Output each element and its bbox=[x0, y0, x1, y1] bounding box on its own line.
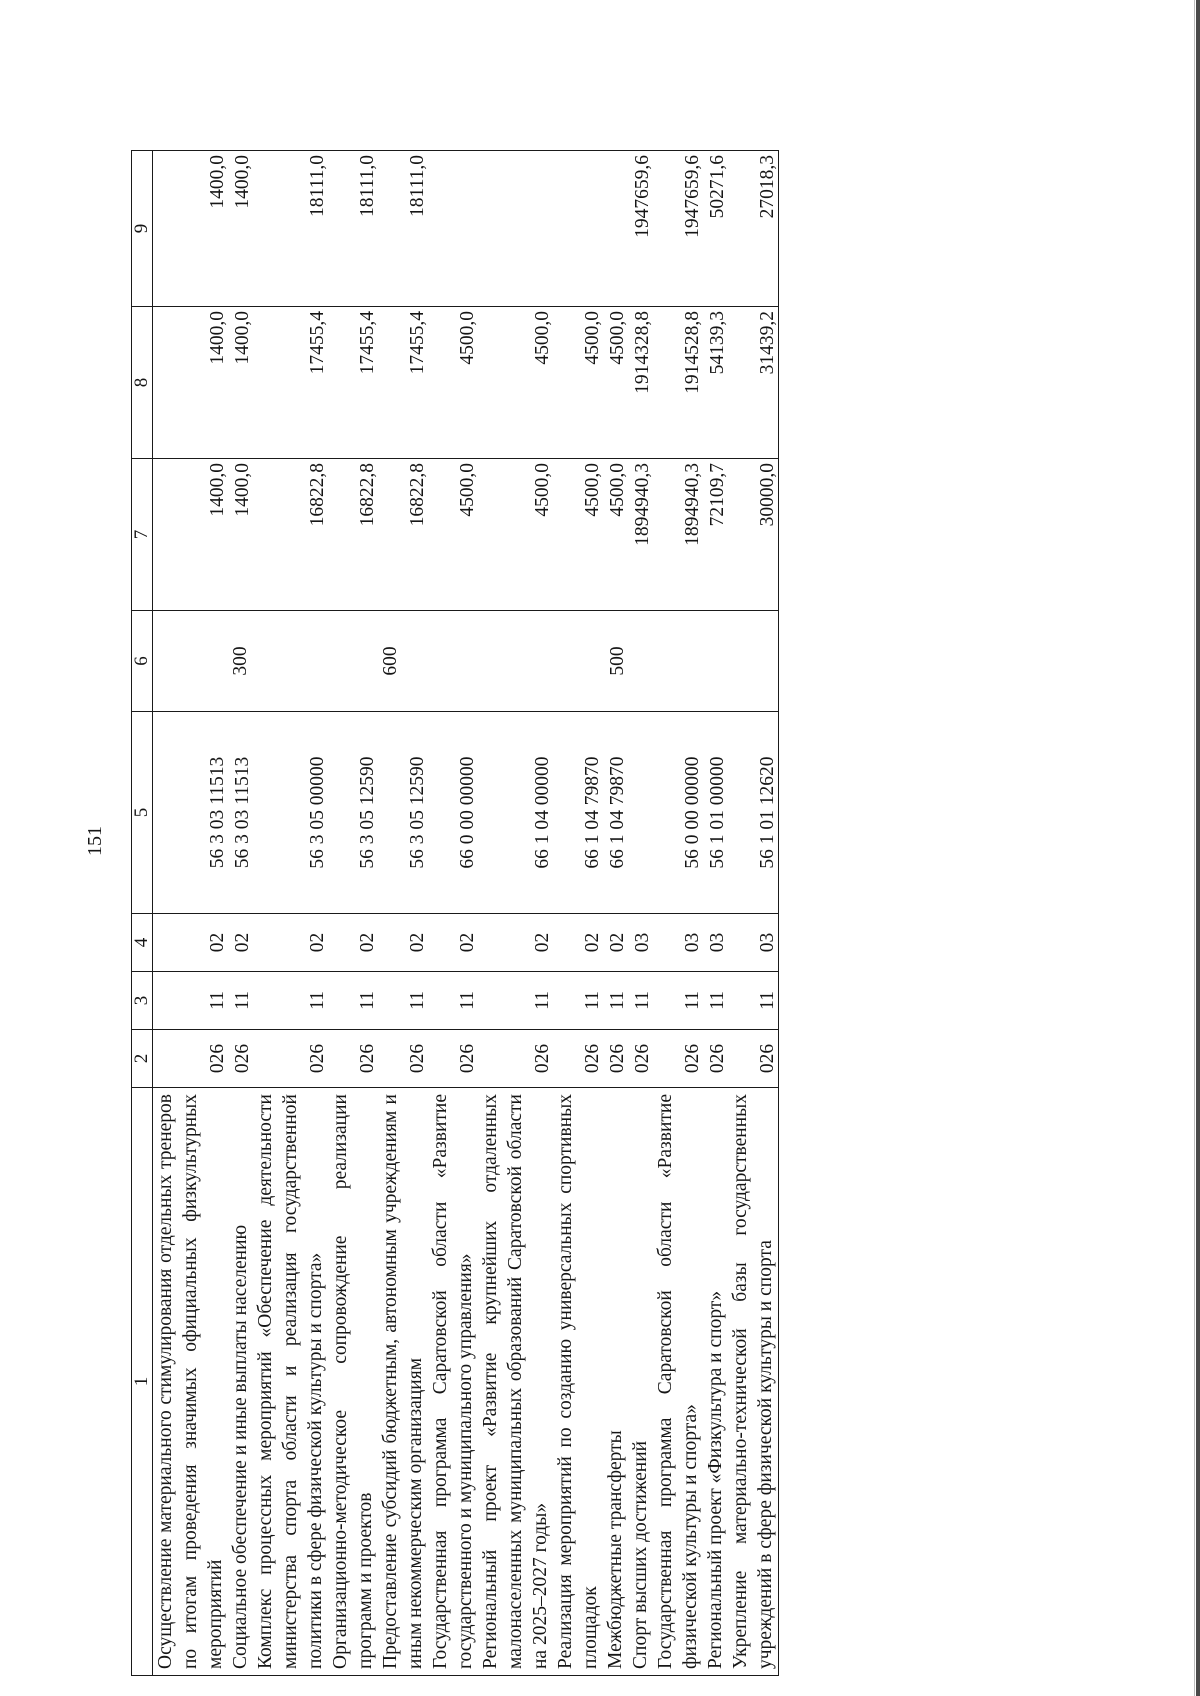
cell-c8: 4500,0 bbox=[478, 307, 553, 459]
header-cell: 9 bbox=[132, 151, 153, 307]
cell-c3: 11 bbox=[703, 972, 728, 1030]
cell-c7: 4500,0 bbox=[553, 459, 603, 611]
cell-c3: 11 bbox=[728, 972, 779, 1030]
cell-c2: 026 bbox=[653, 1030, 703, 1088]
cell-c6: 500 bbox=[603, 611, 628, 712]
cell-c5: 56 3 05 00000 bbox=[253, 712, 328, 914]
row-name: Реализация мероприятий по созданию универсальных спортивных площадок bbox=[553, 1088, 603, 1676]
cell-c3: 11 bbox=[428, 972, 478, 1030]
row-name: Региональный проект «Развитие крупнейших отдаленных малонаселенных муниципальных образований Саратовской области на 2025–2027 годы» bbox=[478, 1088, 553, 1676]
cell-c8: 17455,4 bbox=[328, 307, 378, 459]
cell-c7: 1894940,3 bbox=[653, 459, 703, 611]
table-row bbox=[378, 151, 428, 1676]
table-row bbox=[153, 151, 229, 1676]
table-row bbox=[478, 151, 553, 1676]
cell-c5: 66 0 00 00000 bbox=[428, 712, 478, 914]
cell-c4: 02 bbox=[228, 914, 253, 972]
cell-c7: 1894940,3 bbox=[628, 459, 653, 611]
cell-c4: 02 bbox=[378, 914, 428, 972]
cell-c7: 16822,8 bbox=[378, 459, 428, 611]
cell-c8: 1400,0 bbox=[228, 307, 253, 459]
cell-c4: 03 bbox=[628, 914, 653, 972]
cell-c4: 02 bbox=[603, 914, 628, 972]
cell-c6 bbox=[428, 611, 478, 712]
table-row bbox=[653, 151, 703, 1676]
cell-c3: 11 bbox=[478, 972, 553, 1030]
cell-c5: 66 1 04 00000 bbox=[478, 712, 553, 914]
header-cell: 3 bbox=[132, 972, 153, 1030]
cell-c3: 11 bbox=[328, 972, 378, 1030]
cell-c9: 1947659,6 bbox=[628, 151, 653, 307]
cell-c8: 54139,3 bbox=[703, 307, 728, 459]
cell-c2: 026 bbox=[228, 1030, 253, 1088]
cell-c2: 026 bbox=[153, 1030, 229, 1088]
header-cell: 5 bbox=[132, 712, 153, 914]
cell-c8: 4500,0 bbox=[428, 307, 478, 459]
row-name: Государственная программа Саратовской области «Развитие государственного и муниципального управления» bbox=[428, 1088, 478, 1676]
cell-c6 bbox=[478, 611, 553, 712]
table-row bbox=[603, 151, 628, 1676]
table-row bbox=[628, 151, 653, 1676]
row-name: Укрепление материально-технической базы государственных учреждений в сфере физической культуры и спорта bbox=[728, 1088, 779, 1676]
cell-c9 bbox=[478, 151, 553, 307]
row-name: Региональный проект «Физкультура и спорт» bbox=[703, 1088, 728, 1676]
cell-c4: 03 bbox=[728, 914, 779, 972]
cell-c8: 4500,0 bbox=[553, 307, 603, 459]
cell-c2: 026 bbox=[728, 1030, 779, 1088]
row-name: Комплекс процессных мероприятий «Обеспечение деятельности министерства спорта области и реализация государственной политики в сфере физической культуры и спорта» bbox=[253, 1088, 328, 1676]
table-row bbox=[728, 151, 779, 1676]
cell-c3: 11 bbox=[553, 972, 603, 1030]
page-number: 151 bbox=[84, 826, 106, 856]
table-row bbox=[703, 151, 728, 1676]
cell-c7: 4500,0 bbox=[428, 459, 478, 611]
cell-c6 bbox=[328, 611, 378, 712]
cell-c9: 1947659,6 bbox=[653, 151, 703, 307]
cell-c9: 1400,0 bbox=[153, 151, 229, 307]
cell-c7: 4500,0 bbox=[603, 459, 628, 611]
cell-c9 bbox=[603, 151, 628, 307]
cell-c8: 17455,4 bbox=[378, 307, 428, 459]
cell-c2: 026 bbox=[478, 1030, 553, 1088]
cell-c7: 16822,8 bbox=[253, 459, 328, 611]
row-name: Социальное обеспечение и иные выплаты населению bbox=[228, 1088, 253, 1676]
cell-c7: 30000,0 bbox=[728, 459, 779, 611]
cell-c3: 11 bbox=[653, 972, 703, 1030]
cell-c4: 03 bbox=[703, 914, 728, 972]
cell-c5: 56 1 01 12620 bbox=[728, 712, 779, 914]
cell-c7: 72109,7 bbox=[703, 459, 728, 611]
cell-c3: 11 bbox=[153, 972, 229, 1030]
cell-c6 bbox=[703, 611, 728, 712]
row-name: Спорт высших достижений bbox=[628, 1088, 653, 1676]
row-name: Государственная программа Саратовской области «Развитие физической культуры и спорта» bbox=[653, 1088, 703, 1676]
cell-c8: 1914328,8 bbox=[628, 307, 653, 459]
cell-c4: 03 bbox=[653, 914, 703, 972]
cell-c2: 026 bbox=[378, 1030, 428, 1088]
cell-c7: 1400,0 bbox=[153, 459, 229, 611]
cell-c3: 11 bbox=[628, 972, 653, 1030]
cell-c5: 66 1 04 79870 bbox=[603, 712, 628, 914]
cell-c8: 17455,4 bbox=[253, 307, 328, 459]
row-name: Организационно-методическое сопровождение реализации программ и проектов bbox=[328, 1088, 378, 1676]
cell-c2: 026 bbox=[703, 1030, 728, 1088]
cell-c6: 300 bbox=[228, 611, 253, 712]
cell-c5: 56 3 05 12590 bbox=[378, 712, 428, 914]
cell-c6 bbox=[153, 611, 229, 712]
budget-table bbox=[131, 150, 779, 1676]
cell-c3: 11 bbox=[253, 972, 328, 1030]
cell-c7: 1400,0 bbox=[228, 459, 253, 611]
cell-c9: 50271,6 bbox=[703, 151, 728, 307]
row-name: Предоставление субсидий бюджетным, автономным учреждениям и иным некоммерческим организациям bbox=[378, 1088, 428, 1676]
cell-c5: 56 1 01 00000 bbox=[703, 712, 728, 914]
cell-c8: 1400,0 bbox=[153, 307, 229, 459]
header-cell: 1 bbox=[132, 1088, 153, 1676]
cell-c6 bbox=[553, 611, 603, 712]
cell-c9 bbox=[553, 151, 603, 307]
cell-c2: 026 bbox=[328, 1030, 378, 1088]
cell-c8: 31439,2 bbox=[728, 307, 779, 459]
cell-c3: 11 bbox=[603, 972, 628, 1030]
cell-c5: 56 3 03 11513 bbox=[228, 712, 253, 914]
cell-c5: 66 1 04 79870 bbox=[553, 712, 603, 914]
cell-c9: 18111,0 bbox=[253, 151, 328, 307]
cell-c2: 026 bbox=[553, 1030, 603, 1088]
cell-c3: 11 bbox=[378, 972, 428, 1030]
cell-c4: 02 bbox=[253, 914, 328, 972]
cell-c4: 02 bbox=[478, 914, 553, 972]
cell-c2: 026 bbox=[603, 1030, 628, 1088]
cell-c6 bbox=[628, 611, 653, 712]
cell-c6 bbox=[253, 611, 328, 712]
table-row bbox=[553, 151, 603, 1676]
cell-c6 bbox=[728, 611, 779, 712]
cell-c9: 18111,0 bbox=[328, 151, 378, 307]
cell-c2: 026 bbox=[428, 1030, 478, 1088]
cell-c5 bbox=[628, 712, 653, 914]
cell-c9 bbox=[428, 151, 478, 307]
table-row bbox=[228, 151, 253, 1676]
header-cell: 4 bbox=[132, 914, 153, 972]
cell-c6 bbox=[653, 611, 703, 712]
cell-c7: 16822,8 bbox=[328, 459, 378, 611]
cell-c4: 02 bbox=[328, 914, 378, 972]
cell-c4: 02 bbox=[153, 914, 229, 972]
table-row bbox=[253, 151, 328, 1676]
cell-c3: 11 bbox=[228, 972, 253, 1030]
row-name: Межбюджетные трансферты bbox=[603, 1088, 628, 1676]
cell-c5: 56 0 00 00000 bbox=[653, 712, 703, 914]
cell-c8: 4500,0 bbox=[603, 307, 628, 459]
cell-c2: 026 bbox=[253, 1030, 328, 1088]
header-cell: 6 bbox=[132, 611, 153, 712]
row-name: Осуществление материального стимулирования отдельных тренеров по итогам проведения значимых официальных физкультурных мероприятий bbox=[153, 1088, 229, 1676]
cell-c5: 56 3 03 11513 bbox=[153, 712, 229, 914]
cell-c6: 600 bbox=[378, 611, 428, 712]
cell-c9: 27018,3 bbox=[728, 151, 779, 307]
header-row bbox=[132, 151, 153, 1676]
table-row bbox=[328, 151, 378, 1676]
cell-c4: 02 bbox=[553, 914, 603, 972]
cell-c8: 1914528,8 bbox=[653, 307, 703, 459]
table-row bbox=[428, 151, 478, 1676]
cell-c5: 56 3 05 12590 bbox=[328, 712, 378, 914]
header-cell: 2 bbox=[132, 1030, 153, 1088]
header-cell: 8 bbox=[132, 307, 153, 459]
cell-c4: 02 bbox=[428, 914, 478, 972]
cell-c9: 1400,0 bbox=[228, 151, 253, 307]
cell-c9: 18111,0 bbox=[378, 151, 428, 307]
cell-c7: 4500,0 bbox=[478, 459, 553, 611]
cell-c2: 026 bbox=[628, 1030, 653, 1088]
header-cell: 7 bbox=[132, 459, 153, 611]
